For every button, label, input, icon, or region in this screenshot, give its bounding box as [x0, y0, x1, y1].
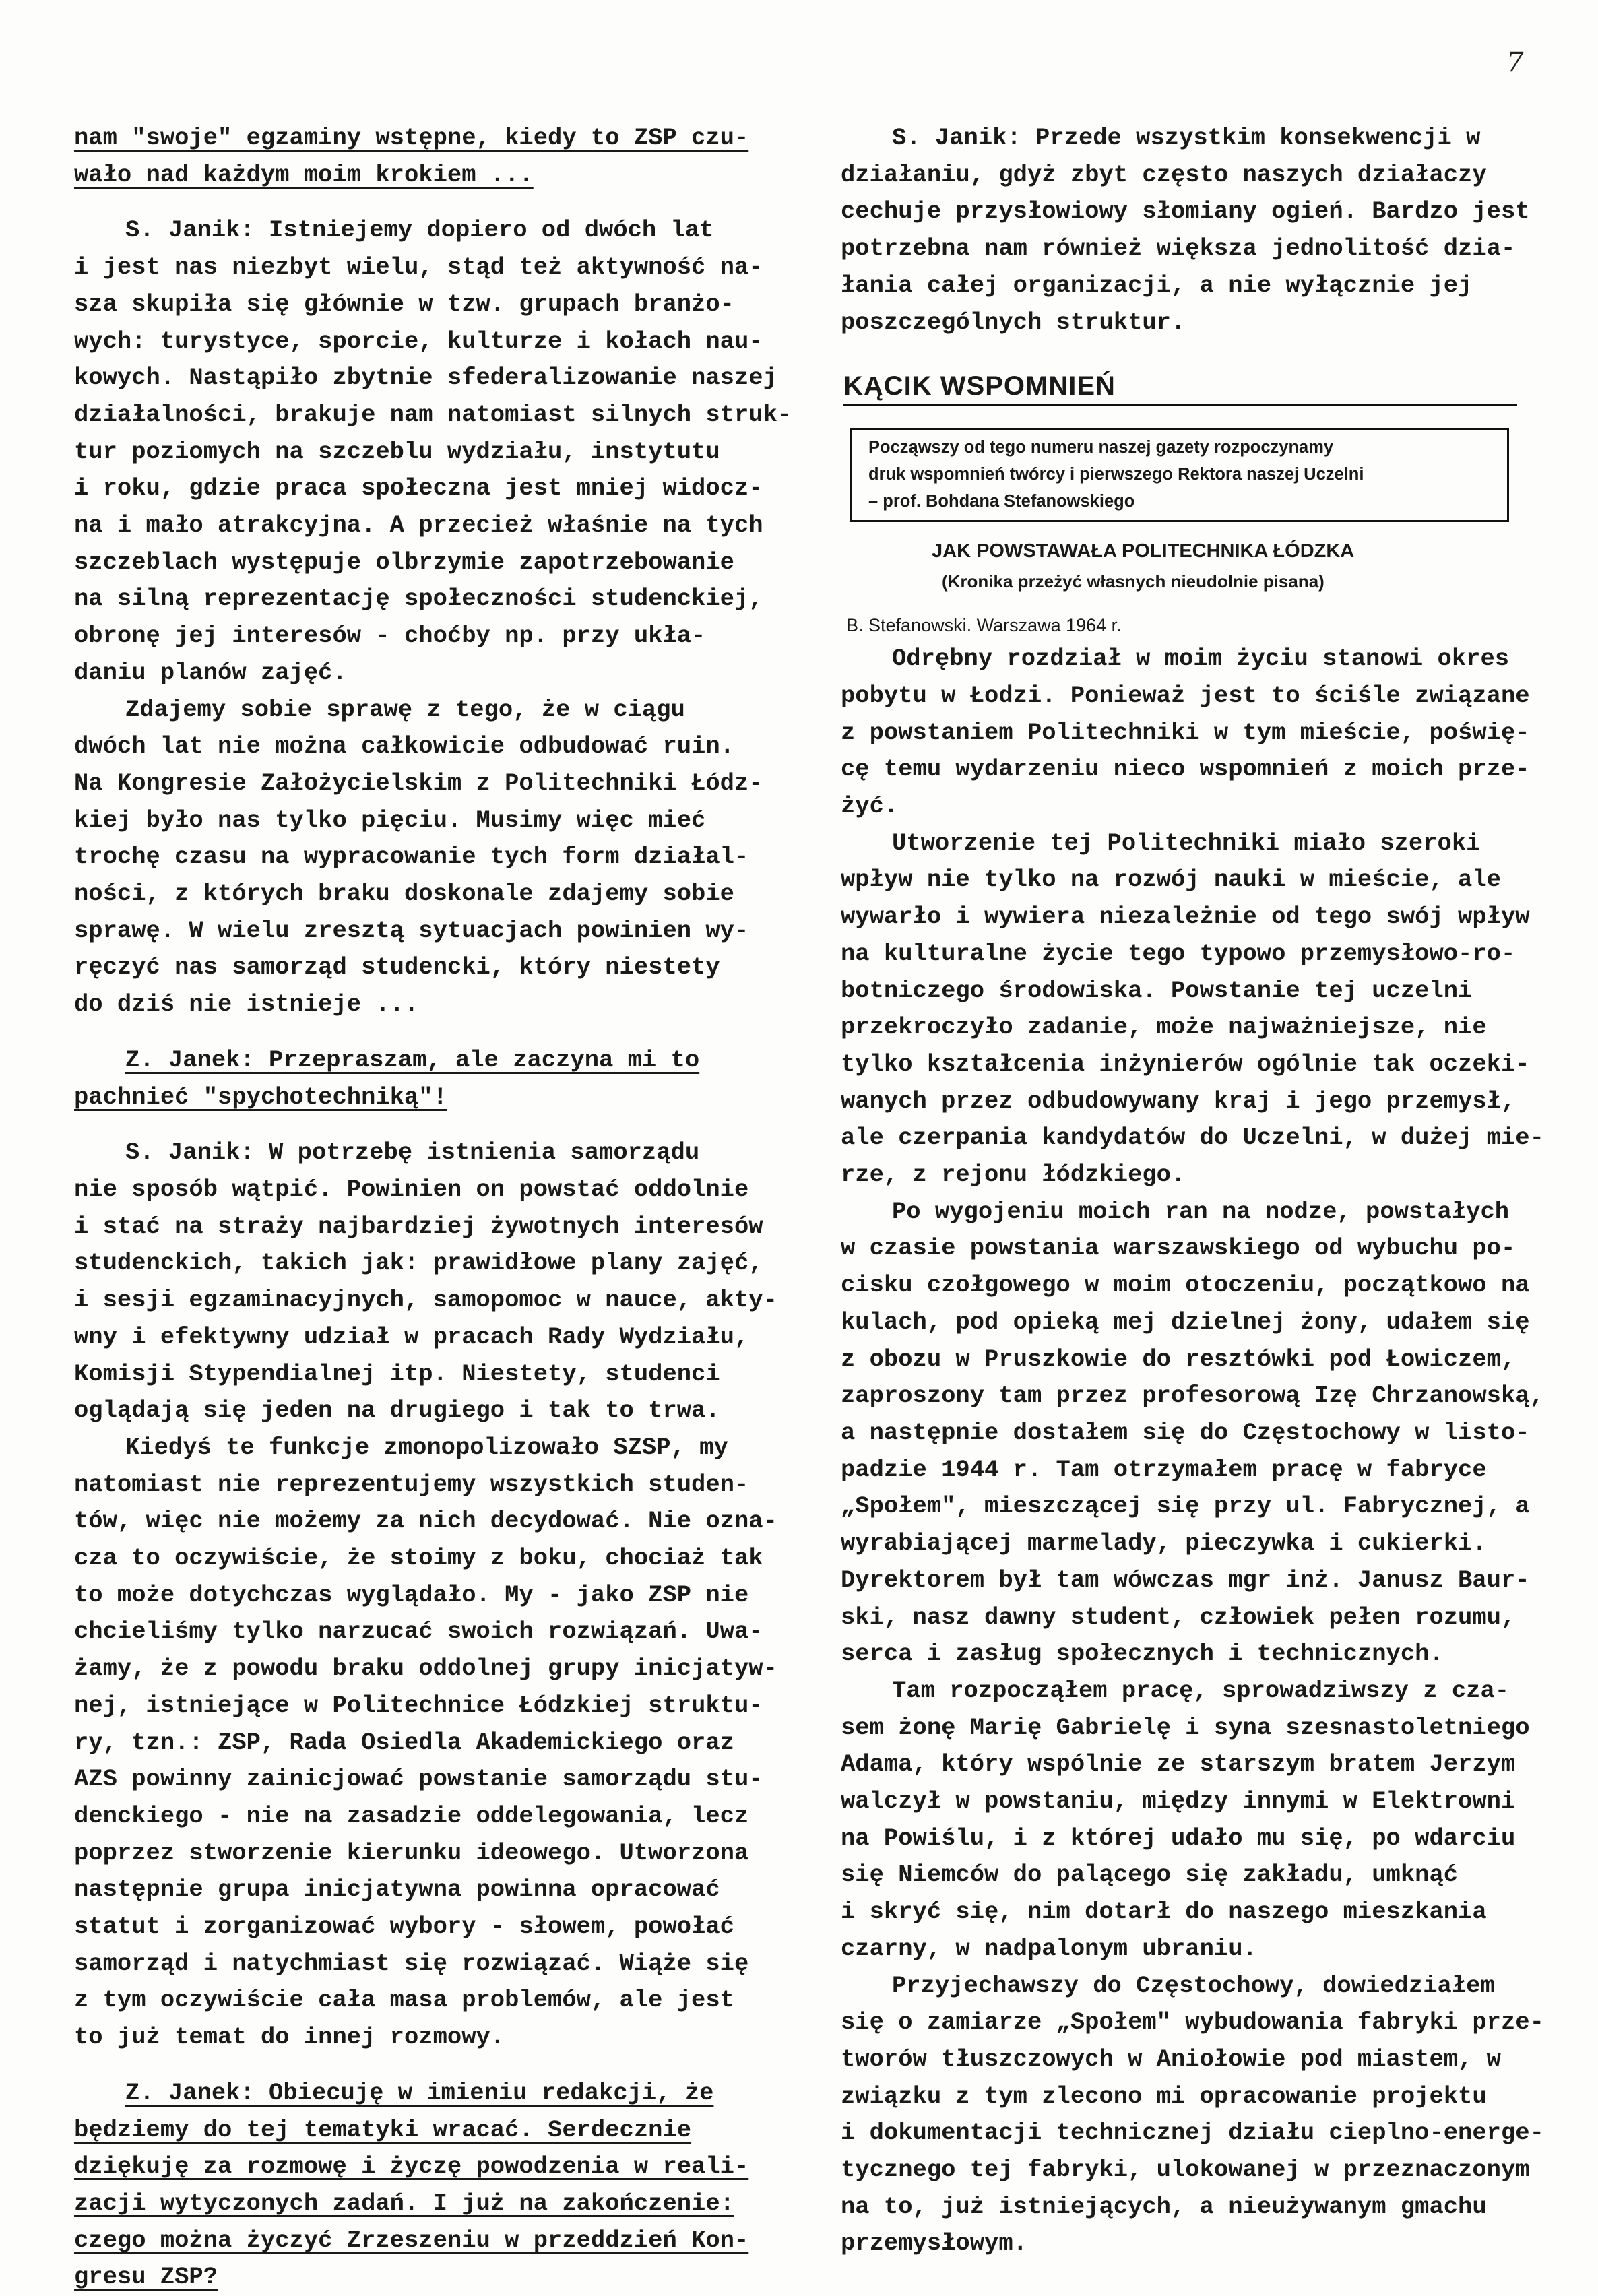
- intro-line: Począwszy od tego numeru naszej gazety rozpoczynamy: [868, 438, 1334, 457]
- text-line: Tam rozpocząłem pracę, sprowadziwszy z cza-: [892, 1676, 1510, 1704]
- text-line: walczył w powstaniu, między innymi w Elektrowni: [841, 1787, 1516, 1816]
- text-line: kiej było nas tylko pięciu. Musimy więc mieć: [74, 806, 706, 834]
- text-line: i skryć się, nim dotarł do naszego mieszkania: [841, 1898, 1487, 1926]
- text-line: na i mało atrakcyjna. A przecież właśnie na tych: [74, 511, 763, 540]
- text-line: cechuje przysłowiowy słomiany ogień. Bardzo jest: [841, 197, 1530, 226]
- text-line: wało nad każdym moim krokiem ...: [74, 160, 534, 189]
- paragraph: [74, 2075, 795, 2296]
- paragraph: [841, 120, 1535, 341]
- text-line: cza to oczywiście, że stoimy z boku, chociaż tak: [74, 1544, 763, 1572]
- text-line: wyrabiającej marmelady, pieczywka i cukierki.: [841, 1529, 1487, 1558]
- text-line: ry, tzn.: ZSP, Rada Osiedla Akademickiego oraz: [74, 1728, 734, 1756]
- text-line: wny i efektywny udział w pracach Rady Wydziału,: [74, 1322, 749, 1351]
- text-line: wywarło i wywiera niezależnie od tego swój wpływ: [841, 903, 1530, 931]
- right-column: [841, 120, 1544, 2262]
- paragraph: [74, 692, 795, 1023]
- text-line: kulach, pod opieką mej dzielnej żony, udałem się: [841, 1308, 1530, 1336]
- paragraph: [74, 212, 795, 691]
- text-line: Zdajemy sobie sprawę z tego, że w ciągu: [125, 695, 685, 724]
- paragraph: [74, 1430, 795, 2056]
- text-line: ski, nasz dawny student, człowiek pełen rozumu,: [841, 1603, 1516, 1631]
- text-line: Odrębny rozdział w moim życiu stanowi okres: [892, 645, 1510, 673]
- byline: B. Stefanowski. Warszawa 1964 r.: [846, 615, 1122, 636]
- text-line: oglądają się jeden na drugiego i tak to trwa.: [74, 1397, 720, 1425]
- text-line: obronę jej interesów - choćby np. przy ukła-: [74, 622, 706, 650]
- text-line: S. Janik: Istniejemy dopiero od dwóch lat: [125, 216, 714, 245]
- text-line: padzie 1944 r. Tam otrzymałem pracę w fabryce: [841, 1455, 1487, 1484]
- text-line: się Niemców do palącego się zakładu, umknąć: [841, 1861, 1459, 1889]
- text-line: poszczególnych struktur.: [841, 308, 1186, 336]
- intro-line: druk wspomnień twórcy i pierwszego Rektora naszej Uczelni: [868, 465, 1364, 484]
- section-title-rule: [843, 404, 1517, 406]
- paragraph: [841, 1194, 1544, 1673]
- text-line: ale czerpania kandydatów do Uczelni, w dużej mie-: [841, 1124, 1544, 1152]
- text-line: statut i zorganizować wybory - słowem, powołać: [74, 1913, 734, 1941]
- text-line: szczeblach występuje olbrzymie zapotrzebowanie: [74, 548, 734, 576]
- text-line: Na Kongresie Założycielskim z Politechniki Łódz-: [74, 769, 763, 797]
- text-line: cę temu wydarzeniu nieco wspomnień z moich prze-: [841, 755, 1530, 784]
- text-line: żamy, że z powodu braku oddolnej grupy inicjatyw-: [74, 1655, 777, 1683]
- paragraph: [841, 1673, 1535, 1968]
- text-line: z obozu w Pruszkowie do resztówki pod Łowiczem,: [841, 1345, 1516, 1373]
- text-line: serca i zasług społecznych i technicznych.: [841, 1640, 1444, 1668]
- text-line: na silną reprezentację społeczności studenckiej,: [74, 585, 763, 613]
- text-line: tur poziomych na szczeblu wydziału, instytutu: [74, 437, 720, 466]
- text-line: działalności, brakuje nam natomiast silnych struk-: [74, 400, 792, 428]
- text-line: następnie grupa inicjatywna powinna opracować: [74, 1876, 720, 1904]
- text-line: i roku, gdzie praca społeczna jest mniej widocz-: [74, 474, 763, 503]
- text-line: tów, więc nie możemy za nich decydować. Nie ozna-: [74, 1507, 777, 1535]
- text-line: na kulturalne życie tego typowo przemysłowo-ro-: [841, 939, 1516, 967]
- text-line: Po wygojeniu moich ran na nodze, powstałych: [892, 1197, 1510, 1225]
- left-column: [74, 120, 795, 2296]
- text-line: Komisji Stypendialnej itp. Niestety, studenci: [74, 1360, 720, 1388]
- text-line: pobytu w Łodzi. Ponieważ jest to ściśle związane: [841, 681, 1530, 709]
- text-line: czarny, w nadpalonym ubraniu.: [841, 1934, 1257, 1963]
- text-line: Z. Janek: Przepraszam, ale zaczyna mi to: [125, 1046, 700, 1074]
- text-line: dwóch lat nie można całkowicie odbudować ruin.: [74, 732, 734, 761]
- text-line: tylko kształcenia inżynierów ogólnie tak oczeki-: [841, 1050, 1530, 1078]
- text-line: tworów tłuszczowych w Aniołowie pod miastem, w: [841, 2045, 1501, 2073]
- text-line: S. Janik: Przede wszystkim konsekwencji w: [892, 124, 1481, 152]
- text-line: rze, z rejonu łódzkiego.: [841, 1161, 1186, 1189]
- text-line: nej, istniejące w Politechnice Łódzkiej struktu-: [74, 1691, 763, 1719]
- text-line: wych: turystyce, sporcie, kulturze i kołach nau-: [74, 327, 763, 355]
- text-line: związku z tym zlecono mi opracowanie projektu: [841, 2082, 1487, 2110]
- text-line: cisku czołgowego w moim otoczeniu, początkowo na: [841, 1271, 1530, 1300]
- text-line: gresu ZSP?: [74, 2263, 218, 2291]
- paragraph: [841, 825, 1544, 1194]
- text-line: S. Janik: W potrzebę istnienia samorządu: [125, 1139, 700, 1167]
- intro-line: – prof. Bohdana Stefanowskiego: [868, 492, 1135, 511]
- paragraph: [74, 1042, 795, 1116]
- text-line: nam "swoje" egzaminy wstępne, kiedy to ZSP czu-: [74, 124, 749, 152]
- text-line: zacji wytyczonych zadań. I już na zakończenie:: [74, 2189, 734, 2217]
- text-line: wpływ nie tylko na rozwój nauki w mieście, ale: [841, 866, 1501, 894]
- text-line: i jest nas niezbyt wielu, stąd też aktywność na-: [74, 253, 763, 282]
- text-line: denckiego - nie na zasadzie oddelegowania, lecz: [74, 1801, 749, 1830]
- text-line: Adama, który wspólnie ze starszym bratem Jerzym: [841, 1750, 1516, 1779]
- text-line: daniu planów zajęć.: [74, 658, 347, 687]
- text-line: i sesji egzaminacyjnych, samopomoc w nauce, akty-: [74, 1286, 777, 1314]
- section-title: KĄCIK WSPOMNIEŃ: [843, 371, 1116, 402]
- text-line: się o zamiarze „Społem" wybudowania fabryki prze-: [841, 2008, 1544, 2037]
- text-line: wanych przez odbudowywany kraj i jego przemysł,: [841, 1087, 1516, 1115]
- text-line: poprzez stworzenie kierunku ideowego. Utworzona: [74, 1839, 749, 1867]
- text-line: „Społem", mieszczącej się przy ul. Fabrycznej, a: [841, 1492, 1530, 1521]
- page-number: 7: [1506, 47, 1524, 78]
- text-line: sem żonę Marię Gabrielę i syna szesnastoletniego: [841, 1713, 1530, 1742]
- paragraph: [841, 1968, 1544, 2263]
- text-line: samorząd i natychmiast się rozwiązać. Wiąże się: [74, 1949, 749, 1977]
- text-line: przekroczyło zadanie, może najważniejsze, nie: [841, 1013, 1487, 1042]
- text-line: trochę czasu na wypracowanie tych form działal-: [74, 843, 749, 871]
- intro-box: [850, 428, 1509, 522]
- text-line: to już temat do innej rozmowy.: [74, 2023, 505, 2051]
- text-line: sprawę. W wielu zresztą sytuacjach powinien wy-: [74, 916, 749, 945]
- text-line: z powstaniem Politechniki w tym mieście, poświę-: [841, 718, 1530, 746]
- text-line: ności, z których braku doskonale zdajemy sobie: [74, 880, 734, 908]
- memoir-subtitle: (Kronika przeżyć własnych nieudolnie pisana): [942, 571, 1324, 592]
- text-line: Z. Janek: Obiecuję w imieniu redakcji, że: [125, 2078, 714, 2107]
- text-line: studenckich, takich jak: prawidłowe plany zajęć,: [74, 1249, 763, 1277]
- text-line: będziemy do tej tematyki wracać. Serdecznie: [74, 2115, 692, 2144]
- text-line: do dziś nie istnieje ...: [74, 990, 419, 1019]
- text-line: nie sposób wątpić. Powinien on powstać oddolnie: [74, 1175, 749, 1203]
- text-line: dziękuję za rozmowę i życzę powodzenia w reali-: [74, 2152, 749, 2181]
- text-line: w czasie powstania warszawskiego od wybuchu po-: [841, 1234, 1516, 1263]
- text-line: Utworzenie tej Politechniki miało szeroki: [892, 829, 1481, 857]
- text-line: potrzebna nam również większa jednolitość dzia-: [841, 234, 1516, 263]
- text-line: przemysłowym.: [841, 2229, 1027, 2258]
- text-line: Kiedyś te funkcje zmonopolizowało SZSP, my: [125, 1433, 728, 1461]
- text-line: z tym oczywiście cała masa problemów, ale jest: [74, 1986, 734, 2014]
- text-line: żyć.: [841, 792, 899, 821]
- text-line: a następnie dostałem się do Częstochowy w listo-: [841, 1418, 1530, 1446]
- text-line: i stać na straży najbardziej żywotnych interesów: [74, 1212, 763, 1240]
- text-line: ręczyć nas samorząd studencki, który niestety: [74, 953, 720, 982]
- text-line: łania całej organizacji, a nie wyłącznie jej: [841, 271, 1473, 299]
- text-line: AZS powinny zainicjować powstanie samorządu stu-: [74, 1765, 763, 1793]
- text-line: chcieliśmy tylko narzucać swoich rozwiązań. Uwa-: [74, 1618, 763, 1646]
- text-line: na to, już istniejących, a nieużywanym gmachu: [841, 2192, 1487, 2221]
- text-line: zaproszony tam przez profesorową Izę Chrzanowską,: [841, 1382, 1544, 1410]
- text-line: tycznego tej fabryki, ulokowanej w przeznaczonym: [841, 2156, 1530, 2184]
- paragraph: [841, 641, 1535, 825]
- text-line: to może dotychczas wyglądało. My - jako ZSP nie: [74, 1581, 749, 1609]
- text-line: i dokumentacji technicznej działu cieplno-energe-: [841, 2119, 1544, 2147]
- text-line: Dyrektorem był tam wówczas mgr inż. Janusz Baur-: [841, 1566, 1530, 1594]
- text-line: natomiast nie reprezentujemy wszystkich studen-: [74, 1470, 749, 1498]
- text-line: botniczego środowiska. Powstanie tej uczelni: [841, 976, 1473, 1004]
- text-line: kowych. Nastąpiło zbytnie sfederalizowanie naszej: [74, 364, 777, 392]
- text-line: działaniu, gdyż zbyt często naszych działaczy: [841, 160, 1487, 189]
- text-line: na Powiślu, i z której udało mu się, po wdarciu: [841, 1824, 1516, 1852]
- memoir-title: JAK POWSTAWAŁA POLITECHNIKA ŁÓDZKA: [932, 540, 1355, 563]
- paragraph: [74, 120, 795, 193]
- paragraph: [74, 1135, 795, 1430]
- text-line: czego można życzyć Zrzeszeniu w przeddzień Kon-: [74, 2226, 749, 2254]
- text-line: sza skupiła się głównie w tzw. grupach branżo-: [74, 290, 734, 318]
- text-line: pachnieć "spychotechniką"!: [74, 1083, 447, 1111]
- text-line: Przyjechawszy do Częstochowy, dowiedziałem: [892, 1971, 1495, 2000]
